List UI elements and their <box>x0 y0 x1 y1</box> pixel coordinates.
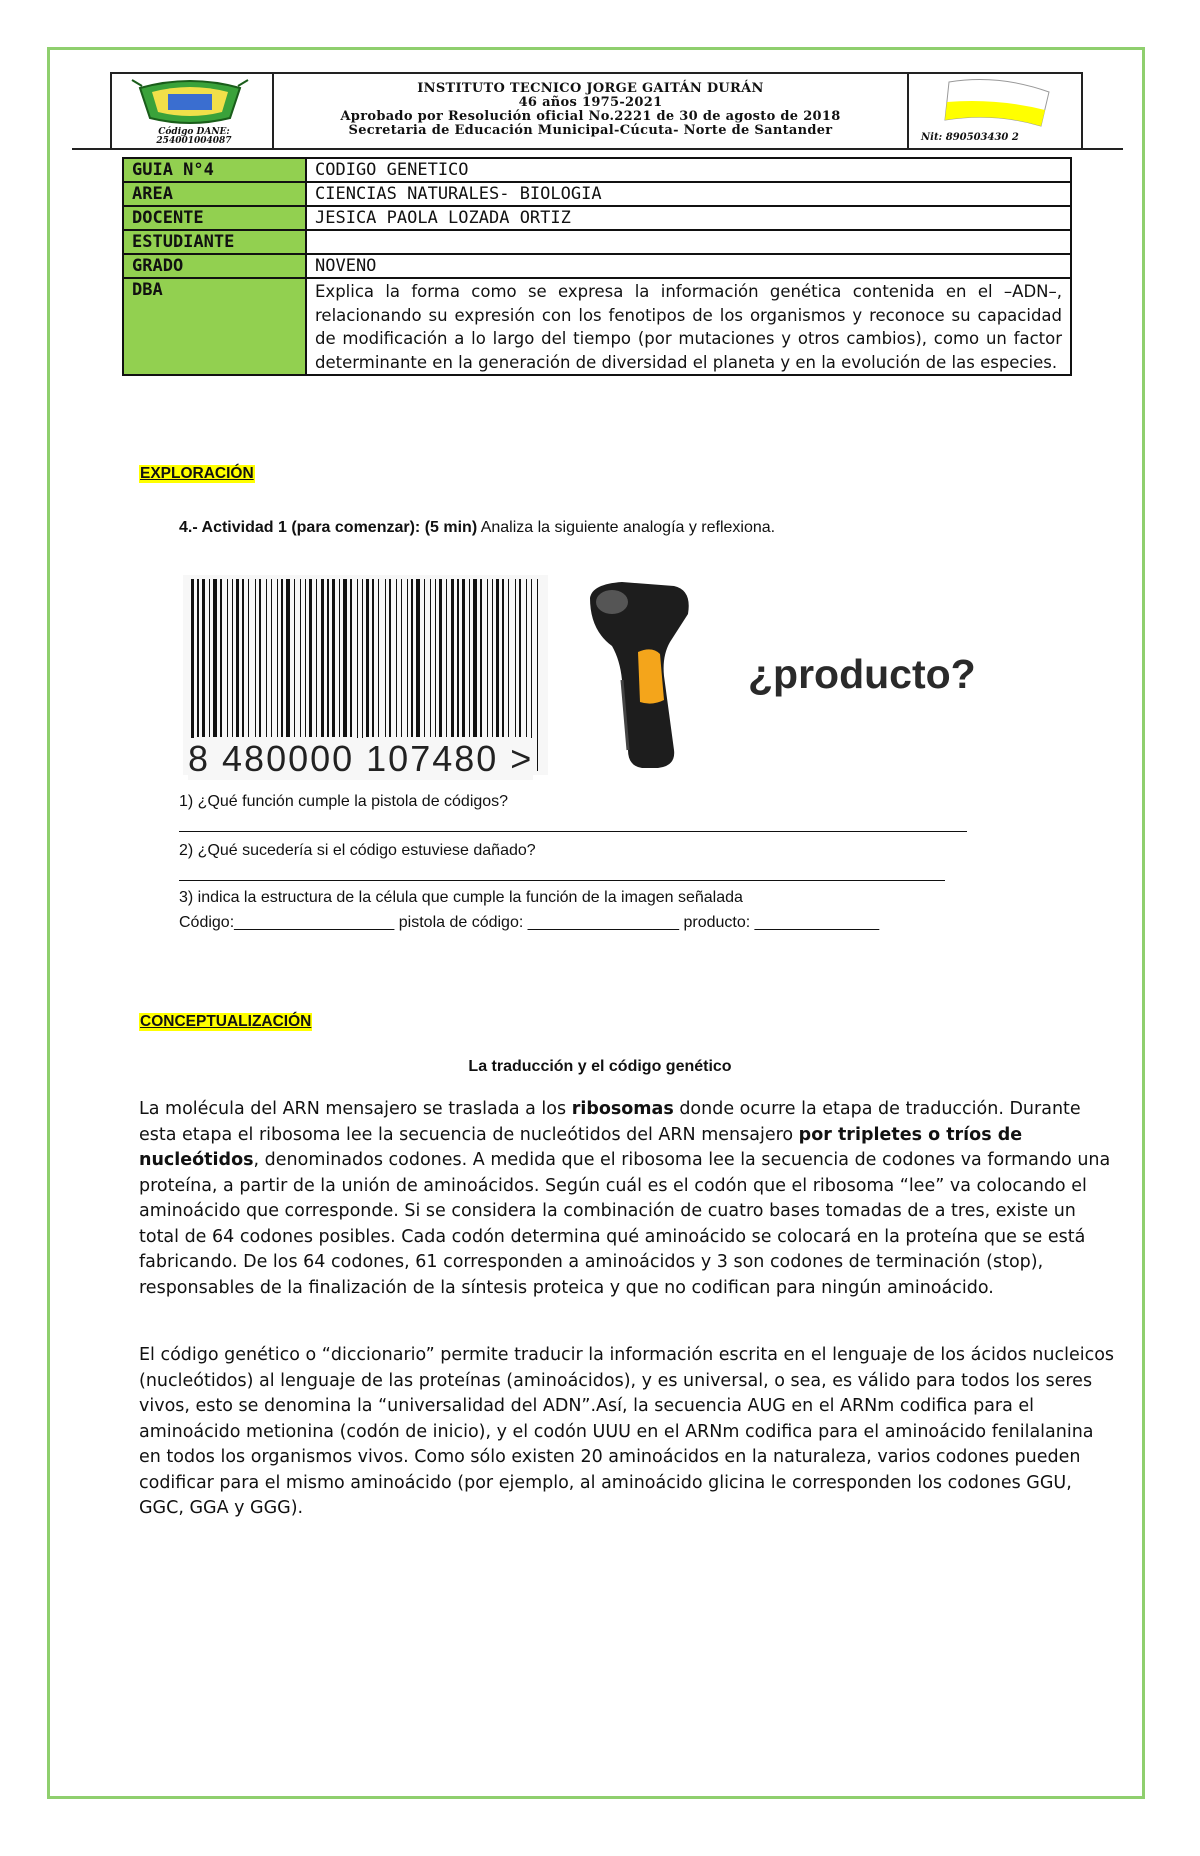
header-text <box>274 74 907 148</box>
table-row <box>123 206 1071 230</box>
barcode-scanner-icon <box>582 580 702 770</box>
dba-text: Explica la forma como se expresa la información genética contenida en el –ADN–, relacionando su expresión con los fenotipos de los organismos y reconoce su capacidad de modificación a lo largo del tiempo (por mutaciones y otros cambios), como un factor determinante en la generación de diversidad el planeta y en la evolución de las especies. <box>306 278 1071 375</box>
activity-instruction: 4.- Actividad 1 (para comenzar): (5 min) Analiza la siguiente analogía y reflexiona. <box>179 519 776 536</box>
row-key: AREA <box>123 182 306 206</box>
barcode-number: 8 480000 107480 > <box>188 738 534 779</box>
row-value: JESICA PAOLA LOZADA ORTIZ <box>306 206 1071 230</box>
exploration-heading: EXPLORACIÓN <box>140 465 254 482</box>
question-2: 2) ¿Qué sucedería si el código estuviese dañado? <box>179 842 536 859</box>
row-key: ESTUDIANTE <box>123 230 306 254</box>
row-value: NOVENO <box>306 254 1071 278</box>
answer-line-2[interactable] <box>179 880 945 881</box>
answer-line-1[interactable] <box>179 831 967 832</box>
table-row <box>123 254 1071 278</box>
table-row <box>123 158 1071 182</box>
school-logo <box>112 74 274 148</box>
secretaria: Secretaria de Educación Municipal-Cúcuta- Norte de Santander <box>348 123 833 138</box>
paragraph-2: El código genético o “diccionario” permite traducir la información escrita en el lenguaje de los ácidos nucleicos (nucleótidos) al lenguaje de las proteínas (aminoácidos), y es universal, o sea, es válido para todos los seres vivos, esto se denomina la “universalidad del ADN”.Así, la secuencia AUG en el ARNm codifica para el aminoácido metionina (codón de inicio), y el codón UUU en el ARNm codifica para el aminoácido fenilalanina en todos los organismos vivos. Como sólo existen 20 aminoácidos en la naturaleza, varios codones pueden codificar para el mismo aminoácido (por ejemplo, al aminoácido glicina le corresponden los codones GGU, GGC, GGA y GGG). <box>139 1345 1115 1518</box>
question-3-fill[interactable]: Código:__________________ pistola de código: _________________ producto: ______________ <box>179 914 880 931</box>
school-header <box>110 72 1083 150</box>
guide-info-table <box>122 157 1072 376</box>
header-rule-right <box>1083 148 1123 150</box>
section-title: La traducción y el código genético <box>468 1058 732 1075</box>
question-1: 1) ¿Qué función cumple la pistola de códigos? <box>179 793 509 810</box>
row-key: DBA <box>123 278 306 375</box>
flag-icon <box>909 74 1077 130</box>
row-value: CIENCIAS NATURALES- BIOLOGIA <box>306 182 1071 206</box>
paragraph-1: La molécula del ARN mensajero se traslada a los ribosomas donde ocurre la etapa de traducción. Durante esta etapa el ribosoma lee la secuencia de nucleótidos del ARN mensajero por tripletes o tríos de nucleótidos, denominados codones. A medida que el ribosoma lee la secuencia de codones va formando una proteína, a partir de la unión de aminoácidos. Según cuál es el codón que el ribosoma “lee” va colocando el aminoácido que corresponde. Si se considera la combinación de cuatro bases tomadas de a tres, existe un total de 64 codones posibles. Cada codón determina qué aminoácido se colocará en la proteína que se está fabricando. De los 64 codones, 61 corresponden a aminoácidos y 3 son codones de terminación (stop), responsables de la finalización de la síntesis proteica y que no codifican para ningún aminoácido. <box>139 1099 1111 1298</box>
header-rule-left <box>72 148 110 150</box>
flag-box <box>907 74 1081 148</box>
school-crest-icon <box>112 74 268 130</box>
row-key: DOCENTE <box>123 206 306 230</box>
conceptualization-heading: CONCEPTUALIZACIÓN <box>140 1013 312 1030</box>
dane-code: Código DANE: 254001004087 <box>156 127 232 146</box>
institution-name: INSTITUTO TECNICO JORGE GAITÁN DURÁN <box>417 81 764 96</box>
institution-years: 46 años 1975-2021 <box>518 95 663 110</box>
table-row <box>123 278 1071 375</box>
product-label: ¿producto? <box>748 651 976 697</box>
question-3: 3) indica la estructura de la célula que cumple la función de la imagen señalada <box>179 889 743 906</box>
table-row <box>123 230 1071 254</box>
row-value: CODIGO GENETICO <box>306 158 1071 182</box>
approval-resolution: Aprobado por Resolución oficial No.2221 de 30 de agosto de 2018 <box>340 109 841 124</box>
nit-number: Nit: 890503430 2 <box>921 132 1019 143</box>
row-key: GUIA N°4 <box>123 158 306 182</box>
row-key: GRADO <box>123 254 306 278</box>
table-row <box>123 182 1071 206</box>
student-field[interactable] <box>306 230 1071 254</box>
